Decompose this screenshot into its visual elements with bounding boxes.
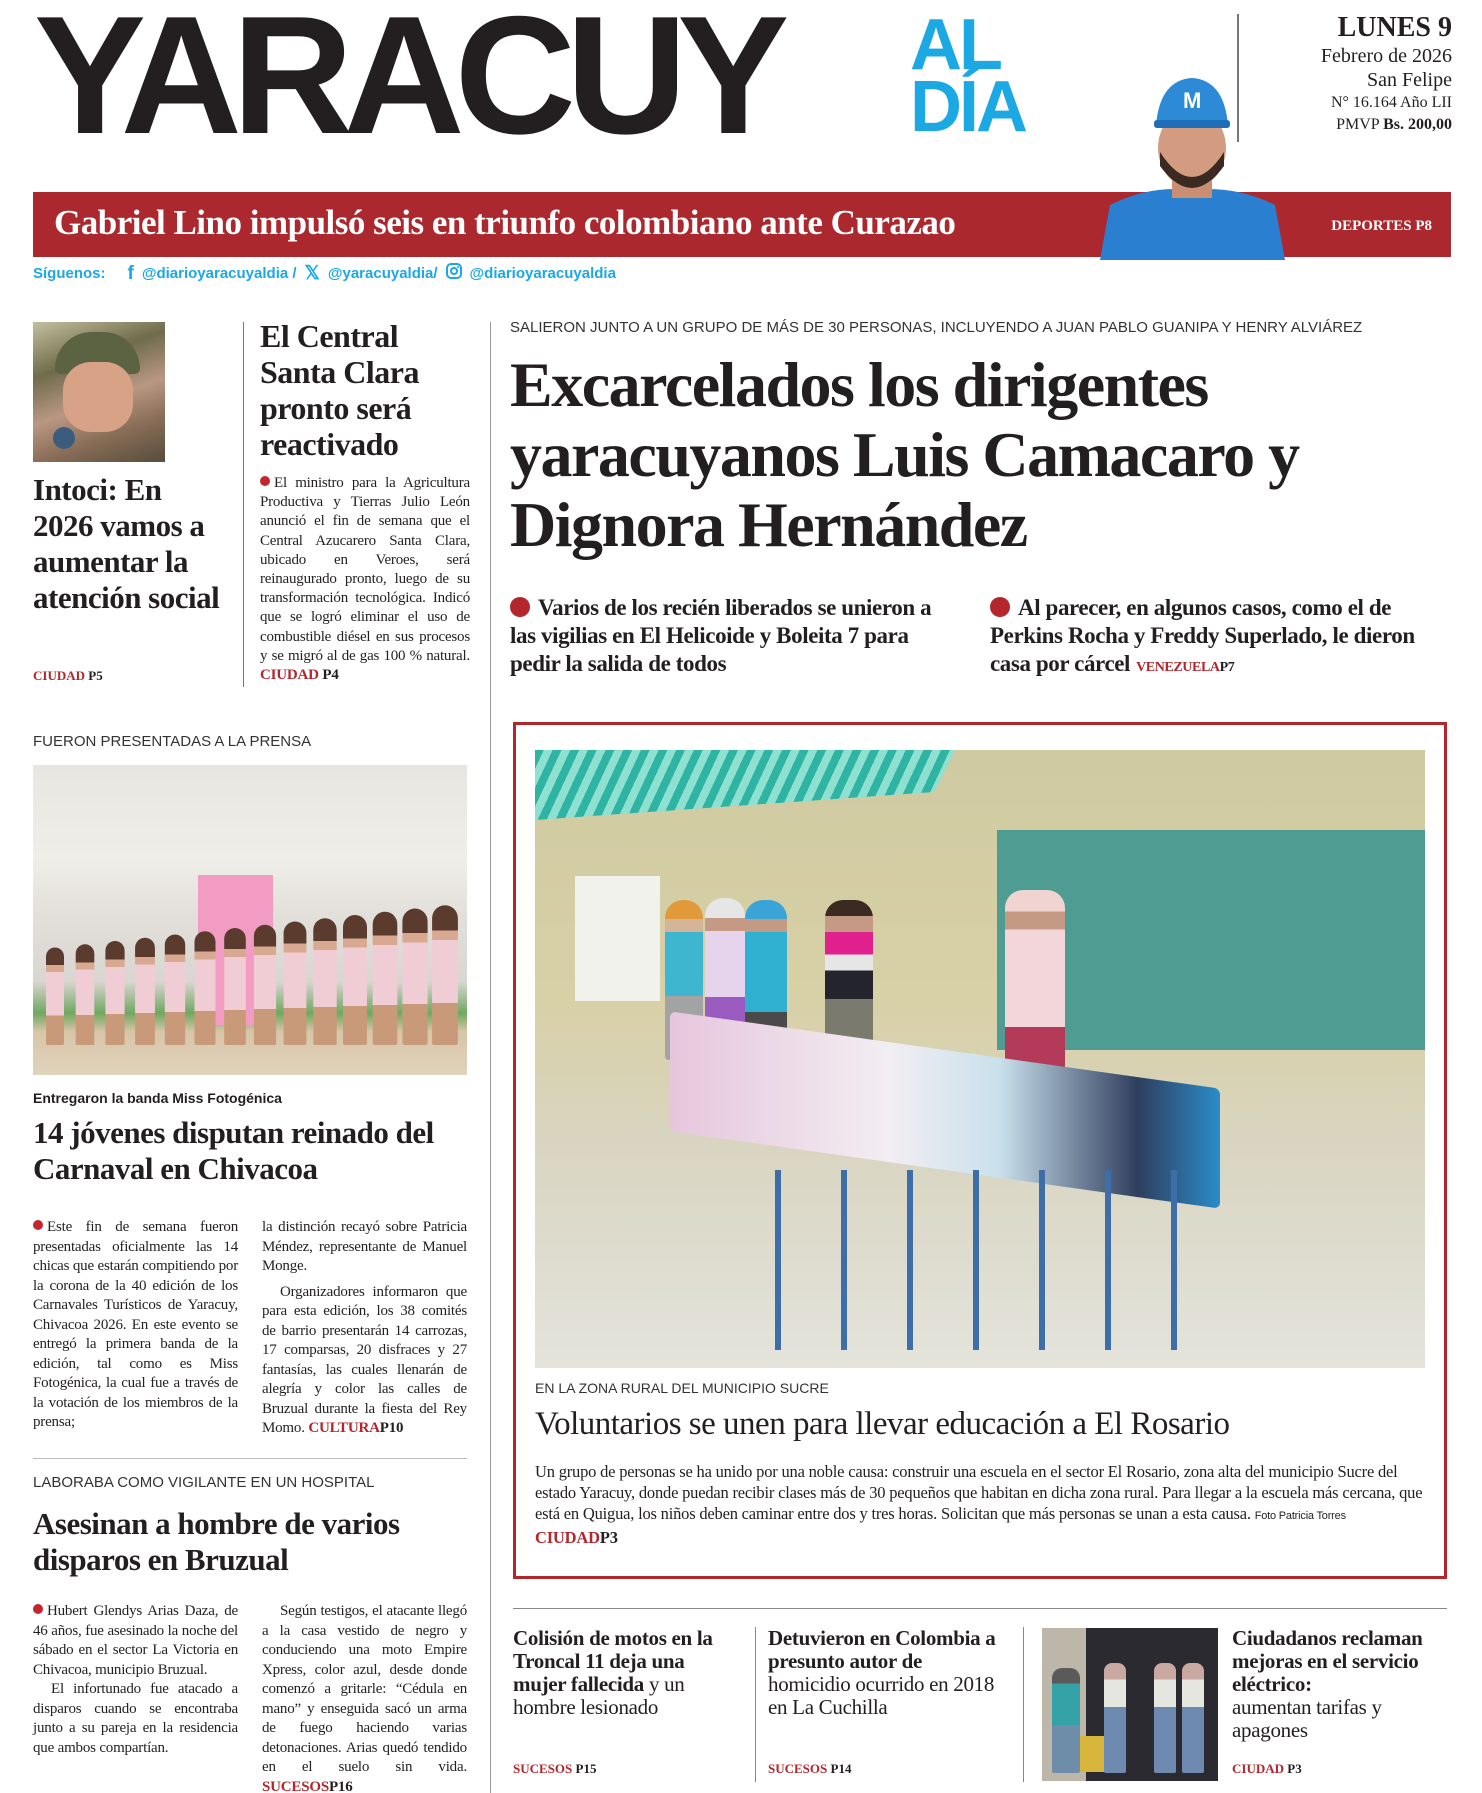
photo-contestant-shape [165,935,185,1046]
brief-headline[interactable] [768,1627,1008,1719]
microphone-shape [53,427,75,449]
brief-section-ref[interactable] [513,1761,596,1777]
section-page: P14 [830,1761,852,1776]
section-page: P3 [1287,1761,1302,1776]
feature-photo [535,750,1425,1368]
asesinan-kicker: LABORABA COMO VIGILANTE EN UN HOSPITAL [33,1474,375,1491]
intoci-photo [33,322,165,462]
feature-body [535,1461,1425,1548]
photo-contestant-shape [254,925,276,1045]
lead-subhead-1 [510,594,950,678]
edition-city: San Felipe [1367,69,1452,91]
edition-info [1321,12,1452,136]
facebook-handle[interactable]: @diarioyaracuyaldia / [141,265,297,282]
section-page: P5 [88,668,103,683]
miss-page[interactable]: P10 [379,1420,404,1436]
asesinan-section[interactable]: SUCESOS [262,1778,329,1793]
price-value: Bs. 200,00 [1383,116,1452,133]
lead-section-ref[interactable] [1136,660,1234,675]
miss-body-2b [262,1283,467,1439]
briefs-divider [513,1608,1447,1609]
miss-kicker: FUERON PRESENTADAS A LA PRENSA [33,733,312,750]
photo-contestant-shape [402,909,427,1046]
photo-table-legs-shape [715,1170,1195,1350]
central-section[interactable]: CIUDAD [260,667,319,684]
central-body [260,474,470,685]
section-divider [33,1458,467,1459]
asesinan-body-1a [33,1602,238,1680]
player-jersey [1100,189,1285,260]
edition-day: LUNES 9 [1337,12,1452,43]
miss-headline[interactable]: 14 jóvenes disputan reinado del Carnaval en Chivacoa [33,1115,434,1186]
photo-contestant-shape [76,944,95,1045]
central-body-text: El ministro para la Agricultura Productiva y Tierras Julio León anunció el fin de semana que el Central Azucarero Santa Clara, ubicado en Veroes, será reinaugurado pronto, luego de su transformación tecnológica. Indicó que se logró eliminar el uso de combustible diésel en sus procesos y se migró al de gas 100 % natural. [260,475,470,664]
masthead-logo-aldia [910,5,1025,147]
photo-window-shape [575,876,660,1001]
miss-photo [33,765,467,1075]
main-column-divider [490,322,491,1793]
miss-body-2a-text: la distinción recayó sobre Patricia Méndez, representante de Manuel Monge. [262,1219,467,1274]
photo-person-shape [1052,1668,1080,1773]
lead-headline[interactable]: Excarcelados los dirigentes yaracuyanos Luis Camacaro y Dignora Hernández [510,349,1299,560]
section-name: CIUDAD [33,668,85,683]
photo-contestant-shape [224,928,246,1045]
edition-issue: N° 16.164 Año LII [1330,94,1452,111]
central-page[interactable]: P4 [322,667,339,684]
edition-date: Febrero de 2026 [1320,45,1452,67]
bullet-icon [990,597,1010,617]
column-divider [755,1627,756,1782]
section-name: CIUDAD [1232,1761,1284,1776]
photo-contestant-shape [195,931,216,1045]
instagram-icon[interactable] [446,263,462,285]
miss-body-1-text: Este fin de semana fueron presentadas oficialmente las 14 chicas que estarán compitiendo por la corona de la 40 edición de los Carnavales Turísticos de Yaracuy, Chivacoa 2026. En este evento se entregó la primera banda de la edición, tal como es Miss Fotogénica, la cual fue a través de la votación de los miembros de la prensa; [33,1219,238,1430]
photo-contestant-shape [313,918,336,1045]
lead-subhead-2 [990,594,1460,682]
asesinan-body-1a-text: Hubert Glendys Arias Daza, de 46 años, fue asesinado la noche del sábado en el sector La Victoria en Chivacoa, municipio Bruzual. [33,1603,238,1678]
photo-contestant-shape [432,905,458,1045]
x-icon[interactable]: 𝕏 [304,263,320,284]
price-label: PMVP [1336,116,1380,133]
column-divider [243,322,244,687]
photo-contestant-shape [284,922,307,1046]
brief-headline[interactable] [513,1627,733,1719]
bullet-icon [33,1604,43,1614]
section-name: VENEZUELA [1136,660,1220,675]
player-photo [1090,70,1295,260]
bullet-icon [33,1220,43,1230]
photo-face-shape [63,362,133,432]
player-cap-logo: M [1183,88,1202,113]
instagram-glyph [446,263,462,279]
miss-body-2b-text: Organizadores informaron que para esta edición, los 38 comités de barrio presentarán 14 carrozas, 17 comparsas, 20 disfraces y 27 fantasías, las cuales llenarán de alegría y color las calles de Bruzual durante la fiesta del Rey Momo. [262,1283,467,1436]
photo-mannequin-shape [1182,1663,1204,1773]
brief-headline[interactable] [1232,1627,1462,1742]
social-links [33,262,616,285]
photo-contestant-shape [105,941,124,1045]
asesinan-body-2-text: Según testigos, el atacante llegó a la casa vestido de negro y conduciendo una moto Empire Xpress, color azul, desde donde comenzó a gritarle: “Cédula en mano” y enseguida sacó un arma de fuego haciendo varias detonaciones. Arias quedó tendido en el suelo sin vida. [262,1603,467,1775]
brief-title-bold: Detuvieron en Colombia a presunto autor de [768,1626,996,1673]
lead-subhead-2-text: Al parecer, en algunos casos, como el de Perkins Rocha y Freddy Superlado, le dieron casa por cárcel [990,595,1415,676]
brief-photo [1042,1628,1218,1781]
bullet-icon [510,597,530,617]
intoci-section-ref[interactable] [33,668,103,684]
photo-mannequin-shape [1104,1663,1126,1773]
banner-headline[interactable]: Gabriel Lino impulsó seis en triunfo colombiano ante Curazao [54,203,956,242]
lead-subhead-1-text: Varios de los recién liberados se unieron a las vigilias en El Helicoide y Boleita 7 para pedir la salida de todos [510,595,932,676]
edition-price [1321,114,1452,136]
brief-section-ref[interactable] [1232,1761,1302,1777]
brief-title-bold: Colisión de motos en la Troncal 11 deja una mujer fallecida [513,1626,713,1696]
asesinan-body-col-2 [262,1602,467,1793]
lead-kicker: SALIERON JUNTO A UN GRUPO DE MÁS DE 30 PERSONAS, INCLUYENDO A JUAN PABLO GUANIPA Y HENRY ALVIÁREZ [510,319,1363,336]
masthead-logo: YARACUY [34,0,780,169]
social-label: Síguenos: [33,265,106,282]
brief-title-light: homicidio ocurrido en 2018 en La Cuchilla [768,1672,995,1719]
feature-section[interactable]: CIUDAD [535,1528,600,1547]
asesinan-body-2 [262,1602,467,1793]
brief-title-light: aumentan tarifas y apagones [1232,1695,1382,1742]
photo-credit: Foto Patricia Torres [1254,1510,1346,1522]
brief-section-ref[interactable] [768,1761,851,1777]
facebook-icon[interactable]: f [127,262,134,284]
brief-title-light: y un hombre lesionado [513,1672,685,1719]
section-page: P15 [575,1761,597,1776]
asesinan-page[interactable]: P16 [328,1778,353,1793]
logo-dia: DÍA [910,67,1025,147]
miss-body-col-2 [262,1218,467,1439]
brief-title-bold: Ciudadanos reclaman mejoras en el servicio eléctrico: [1232,1626,1423,1696]
photo-contestant-shape [343,915,367,1045]
asesinan-body-1b-text: El infortunado fue atacado a disparos cuando se encontraba junto a su pareja en la residencia que ambos compartían. [33,1681,238,1756]
feature-page[interactable]: P3 [599,1528,618,1547]
feature-kicker: EN LA ZONA RURAL DEL MUNICIPIO SUCRE [535,1380,829,1396]
central-headline[interactable]: El Central Santa Clara pronto será reactivado [260,318,419,462]
photo-person-shape [1005,890,1065,1070]
bullet-icon [260,476,270,486]
photo-contestant-shape [373,912,398,1045]
miss-body-col-1 [33,1218,238,1433]
miss-section[interactable]: CULTURA [308,1420,380,1436]
photo-contestant-shape [135,938,155,1045]
instagram-handle[interactable]: @diarioyaracuyaldia [469,265,616,282]
section-name: SUCESOS [768,1761,828,1776]
intoci-headline[interactable]: Intoci: En 2026 vamos a aumentar la atención social [33,472,220,615]
asesinan-body-col-1 [33,1602,238,1758]
asesinan-headline[interactable]: Asesinan a hombre de varios disparos en Bruzual [33,1506,400,1577]
photo-roof-shape [535,750,955,820]
feature-body-text: Un grupo de personas se ha unido por una noble causa: construir una escuela en el sector El Rosario, zona alta del municipio Sucre del estado Yaracuy, donde puedan recibir clases más de 30 pequeños que habitan en dicha zona rural. Para llegar a la escuela más cercana, que está en Quigua, los niños deben caminar entre dos y tres horas. Solicitan que más personas se unan a esta causa. [535,1462,1423,1523]
column-divider [1023,1627,1024,1782]
logo-al: AL [910,5,1000,85]
section-page: P7 [1219,660,1235,675]
photo-mannequin-shape [1154,1663,1176,1773]
banner-section-ref[interactable]: DEPORTES P8 [1331,218,1432,234]
section-name: SUCESOS [513,1761,573,1776]
player-cap-brim [1154,120,1230,128]
feature-headline[interactable]: Voluntarios se unen para llevar educación a El Rosario [535,1406,1230,1442]
photo-contestant-shape [46,948,64,1046]
x-handle[interactable]: @yaracuyaldia/ [327,265,438,282]
miss-caption: Entregaron la banda Miss Fotogénica [33,1090,282,1106]
